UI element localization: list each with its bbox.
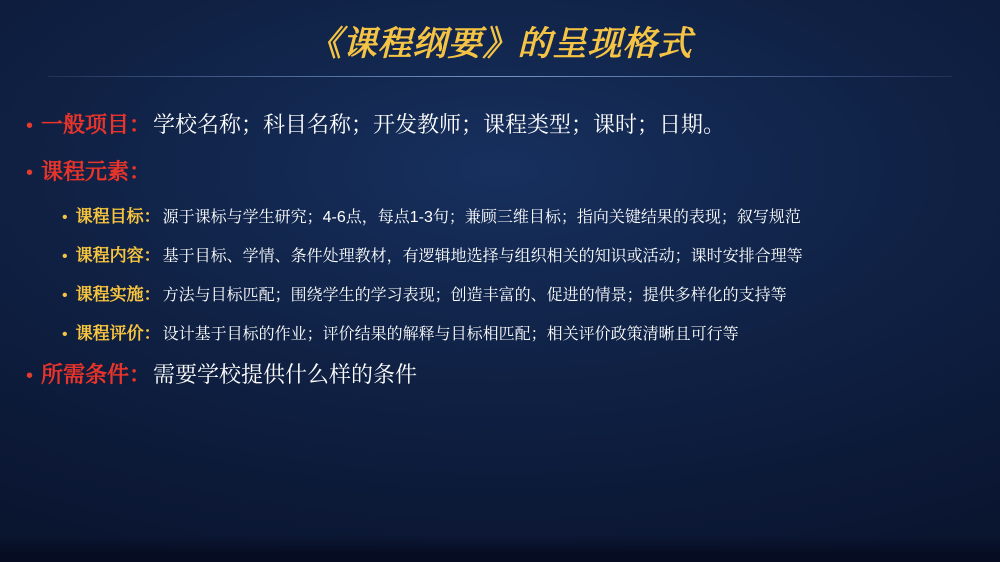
bullet-icon: • <box>62 326 68 343</box>
bullet-icon: • <box>26 162 34 184</box>
list-item-lead: 课程元素： <box>41 159 152 184</box>
list-item <box>26 358 976 389</box>
list-item <box>62 280 976 305</box>
bullet-icon: • <box>62 248 68 265</box>
list-item-text: 学校名称；科目名称；开发教师；课程类型；课时；日期。 <box>153 112 726 137</box>
sub-item-text: 方法与目标匹配；围绕学生的学习表现；创造丰富的、促进的情景；提供多样化的支持等 <box>162 287 787 304</box>
list-item <box>26 108 976 139</box>
sub-item-text: 源于课标与学生研究；4-6点，每点1-3句；兼顾三维目标；指向关键结果的表现；叙写规范 <box>162 209 801 226</box>
sub-item-lead: 课程实施： <box>75 285 161 304</box>
list-item-text: 需要学校提供什么样的条件 <box>153 362 418 387</box>
list-item-lead: 一般项目： <box>41 112 152 137</box>
sub-item-lead: 课程评价： <box>75 324 161 343</box>
bullet-icon: • <box>62 287 68 304</box>
bullet-icon: • <box>62 209 68 226</box>
list-item <box>62 319 976 344</box>
title-divider <box>48 76 952 77</box>
list-item <box>62 241 976 266</box>
bullet-icon: • <box>26 115 34 137</box>
sub-list <box>62 202 976 344</box>
sub-item-text: 设计基于目标的作业；评价结果的解释与目标相匹配；相关评价政策清晰且可行等 <box>162 326 739 343</box>
page-title: 《课程纲要》的呈现格式 <box>307 24 693 64</box>
sub-item-lead: 课程内容： <box>75 246 161 265</box>
sub-item-lead: 课程目标： <box>75 207 161 226</box>
list-item-lead: 所需条件： <box>41 362 152 387</box>
sub-item-text: 基于目标、学情、条件处理教材，有逻辑地选择与组织相关的知识或活动；课时安排合理等 <box>162 248 803 265</box>
bullet-icon: • <box>26 365 34 387</box>
slide-body <box>26 108 976 405</box>
list-item <box>26 155 976 186</box>
list-item <box>62 202 976 227</box>
